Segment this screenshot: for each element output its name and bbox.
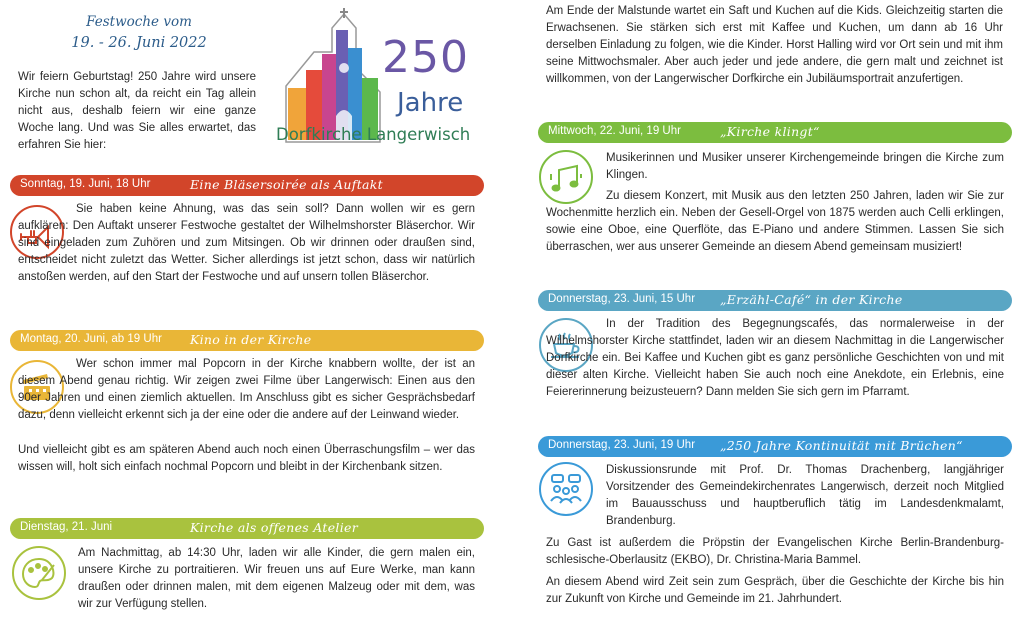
event-date-tuesday: Dienstag, 21. Juni	[20, 521, 113, 533]
event-text-tuesday-2: Am Ende der Malstunde wartet ein Saft und Kuchen auf die Kids. Gleichzeitig starten die Erwachsenen. Sie stärken sich erst mit Kaffee und Kuchen, um dann ab 16 Uhr derselben Einladung zu folgen, wie die Kinder. Horst Halling wird vor Ort sein und mit ihm seine Mittwochsmaler. Aber auch jeder und jede andere, die gern malt und zeichnet ist willkommen, von der Langerwischer Dorfkirche ein Jubiläumsportrait anzufertigen.	[546, 5, 1003, 85]
logo-number: 250	[382, 32, 469, 83]
event-bar-wednesday	[538, 122, 1012, 143]
event-title-wednesday: „Kirche klingt“	[720, 124, 820, 139]
event-bar-thursday-discussion	[538, 436, 1012, 457]
event-date-wednesday: Mittwoch, 22. Juni, 19 Uhr	[548, 125, 681, 137]
event-text-sunday: Sie haben keine Ahnung, was das sein soll? Dann wollen wir es gern aufklären: Den Auftakt unserer Festwoche gestaltet der Wilhelmshorster Bläserchor. Wir sind eingeladen zum Zuhören und zum Mitsingen. Ob wir drinnen oder draußen sind, entscheidet nicht zuletzt das Wetter. Sicher allerdings ist jetzt schon, dass wir natürlich anstoßen werden, auf den Start der Festwoche und auf unsern tollen Bläserchor.	[18, 203, 475, 283]
festwoche-dates: 19. - 26. Juni 2022	[71, 35, 207, 51]
palette-icon	[12, 546, 66, 600]
event-title-tuesday: Kirche als offenes Atelier	[190, 520, 358, 535]
event-text-thursday-discussion-1: Diskussionsrunde mit Prof. Dr. Thomas Drachenberg, langjähriger Vorsitzender des Gemeindekirchenrates Langerwisch, derzeit noch Mitglied im Bauausschuss und hauptberuflich tätig im Landesdenkmalamt, Brandenburg.	[606, 464, 1004, 527]
festwoche-title-line1: Festwoche vom	[86, 14, 192, 30]
event-text-thursday-cafe: In der Tradition des Begegnungscafés, das normalerweise in der Wilhelmshorster Kirche stattfindet, laden wir an diesem Nachmittag in die Langerwischer Dorfkirche ein. Bei Kaffee und Kuchen gibt es ganz persönliche Geschichten von und mit dieser alten Kirche. Vielleicht haben Sie auch noch eine Anekdote, ein Erlebnis, eine Feiererinnerung beizusteuern? Dann melden Sie sich gern im Pfarramt.	[546, 318, 1004, 398]
event-date-sunday: Sonntag, 19. Juni, 18 Uhr	[20, 178, 151, 190]
event-bar-monday	[10, 330, 484, 351]
logo-word: Jahre	[397, 88, 464, 118]
festwoche-title	[20, 12, 258, 54]
event-title-thursday-discussion: „250 Jahre Kontinuität mit Brüchen“	[720, 438, 963, 453]
event-bar-sunday	[10, 175, 484, 196]
event-text-wednesday-1: Musikerinnen und Musiker unserer Kirchengemeinde bringen die Kirche zum Klingen.	[606, 152, 1004, 181]
event-text-thursday-discussion-3: An diesem Abend wird Zeit sein zum Gespräch, über die Geschichte der Kirche bis hin zur Zukunft von Kirche und Gemeinde im 21. Jahrhundert.	[546, 576, 1004, 605]
event-text-thursday-discussion-2: Zu Gast ist außerdem die Pröpstin der Evangelischen Kirche Berlin-Brandenburg-schlesische-Oberlausitz (EKBO), Dr. Christina-Maria Bammel.	[546, 537, 1004, 566]
event-date-thursday-cafe: Donnerstag, 23. Juni, 15 Uhr	[548, 293, 696, 305]
event-bar-tuesday	[10, 518, 484, 539]
discussion-group-icon	[539, 462, 593, 516]
jubilee-logo	[272, 8, 482, 156]
event-title-thursday-cafe: „Erzähl-Café“ in der Kirche	[720, 292, 903, 307]
event-text-monday-1: Wer schon immer mal Popcorn in der Kirche knabbern wollte, der ist an diesem Abend genau richtig. Wir zeigen zwei Filme über Langerwisch: Einen aus den 90er Jahren und einen ziemlich aktuellen. Im Anschluss gibt es sicher Gesprächsbedarf dazu, denn vielleicht erkennt sich ja der eine oder die andere auf der Leinwand wieder.	[18, 358, 475, 421]
event-text-wednesday-2: Zu diesem Konzert, mit Musik aus den letzten 250 Jahren, laden wir Sie zur Wochenmitte herzlich ein. Neben der Gesell-Orgel von 1875 werden auch Celli erklingen, sowie eine Oboe, eine Querflöte, das E-Piano und andere Stimmen. Lassen Sie sich überraschen, wer aus unserer Gemeinde an diesem Abend gemeinsam musiziert!	[546, 190, 1004, 253]
logo-subtitle: Dorfkirche Langerwisch	[276, 125, 471, 144]
event-bar-thursday-cafe	[538, 290, 1012, 311]
intro-text: Wir feiern Geburtstag! 250 Jahre wird unsere Kirche nun schon alt, da reicht ein Tag allein nicht aus, deshalb feiern wir eine ganze Woche lang. Und was Sie alles erwartet, das erfahren Sie hier:	[18, 71, 256, 151]
event-title-sunday: Eine Bläsersoirée als Auftakt	[190, 177, 383, 192]
event-text-monday-2: Und vielleicht gibt es am späteren Abend auch noch einen Überraschungsfilm – wer das wissen will, holt sich einfach nochmal Popcorn und bleibt in der Kirchenbank sitzen.	[18, 444, 475, 473]
event-title-monday: Kino in der Kirche	[190, 332, 312, 347]
event-date-thursday-discussion: Donnerstag, 23. Juni, 19 Uhr	[548, 439, 696, 451]
event-text-tuesday-1: Am Nachmittag, ab 14:30 Uhr, laden wir alle Kinder, die gern malen ein, unsere Kirche zu portraitieren. Wir freuen uns auf Eure Werke, man kann draußen oder drinnen malen, mit dem eigenen Malzeug oder mit dem, was wir zur Verfügung stellen.	[78, 547, 475, 610]
event-date-monday: Montag, 20. Juni, ab 19 Uhr	[20, 333, 162, 345]
